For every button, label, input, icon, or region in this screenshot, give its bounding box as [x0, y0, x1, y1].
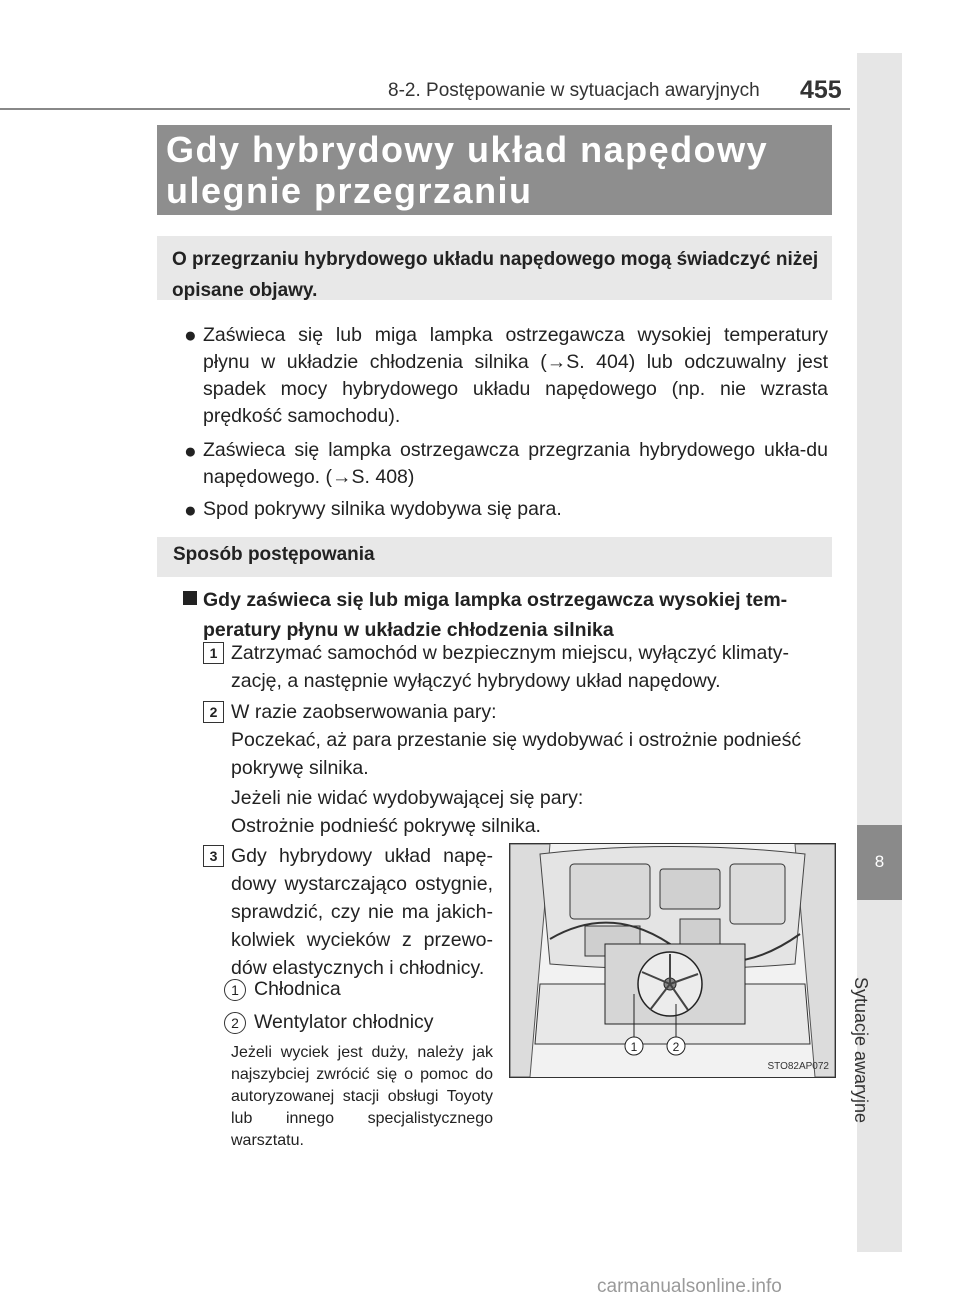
- bullet-icon: ●: [184, 324, 197, 347]
- watermark: carmanualsonline.info: [597, 1276, 782, 1297]
- step-number-box: 2: [203, 701, 224, 723]
- step-text: Gdy hybrydowy układ napę-dowy wystarczająco ostygnie, sprawdzić, czy nie ma jakich-kolwiek wycieków z przewo-dów elastycznych i chłodnicy.: [231, 845, 493, 979]
- step-text: W razie zaobserwowania pary:: [231, 701, 497, 723]
- procedure-subheading: Gdy zaświeca się lub miga lampka ostrzegawcza wysokiej tem-peratury płynu w układzie chłodzenia silnika: [203, 589, 788, 641]
- chapter-number: 8: [874, 852, 885, 871]
- bullet-icon: ●: [184, 440, 197, 463]
- engine-bay-drawing: [510, 844, 835, 1077]
- note-text: Jeżeli wyciek jest duży, należy jak najszybciej zwrócić się o pomoc do autoryzowanej stacji obsługi Toyoty lub innego specjalistycznego warsztatu.: [231, 1044, 493, 1149]
- step-number-box: 3: [203, 845, 224, 867]
- symptom-item: Spod pokrywy silnika wydobywa się para.: [203, 498, 562, 520]
- step-text: Jeżeli nie widać wydobywającej się pary:: [231, 787, 584, 809]
- page-number: 455: [800, 76, 842, 104]
- figure-code: STO82AP072: [767, 1061, 829, 1072]
- page-title-line1: Gdy hybrydowy układ napędowy: [166, 129, 769, 170]
- intro-text: O przegrzaniu hybrydowego układu napędowego mogą świadczyć niżej opisane objawy.: [172, 249, 819, 301]
- legend-label: Chłodnica: [254, 978, 341, 1000]
- callout-number: 2: [224, 1012, 246, 1034]
- page-title: [166, 129, 826, 211]
- step-text: Zatrzymać samochód w bezpiecznym miejscu, wyłączyć klimaty-zację, a następnie wyłączyć hybrydowy układ napędowy.: [231, 642, 790, 692]
- symptom-item: Zaświeca się lampka ostrzegawcza przegrzania hybrydowego ukła-du napędowego. (→S. 408): [203, 439, 828, 488]
- figure-callout-1: 1: [630, 1040, 638, 1054]
- callout-number: 1: [224, 979, 246, 1001]
- page-title-line2: ulegnie przegrzaniu: [166, 170, 533, 211]
- step-number-box: 1: [203, 642, 224, 664]
- square-bullet-icon: [183, 591, 197, 605]
- chapter-label: Sytuacje awaryjne: [851, 976, 871, 1124]
- engine-bay-illustration: [509, 843, 836, 1078]
- section-heading: Sposób postępowania: [173, 544, 375, 565]
- symptom-item: Zaświeca się lub miga lampka ostrzegawcza wysokiej temperatury płynu w układzie chłodzenia silnika (→S. 404) lub odczuwalny jest spadek mocy hybrydowego układu napędowego (np. nie wzrasta prędkość samochodu).: [203, 324, 828, 427]
- bullet-icon: ●: [184, 499, 197, 522]
- side-tab-upper: [857, 53, 902, 825]
- step-text: Poczekać, aż para przestanie się wydobywać i ostrożnie podnieść pokrywę silnika.: [231, 729, 802, 779]
- header-rule: [0, 108, 850, 110]
- running-header: 8-2. Postępowanie w sytuacjach awaryjnych: [388, 80, 760, 101]
- figure-callout-2: 2: [672, 1040, 680, 1054]
- legend-label: Wentylator chłodnicy: [254, 1011, 434, 1033]
- step-text: Ostrożnie podnieść pokrywę silnika.: [231, 815, 541, 837]
